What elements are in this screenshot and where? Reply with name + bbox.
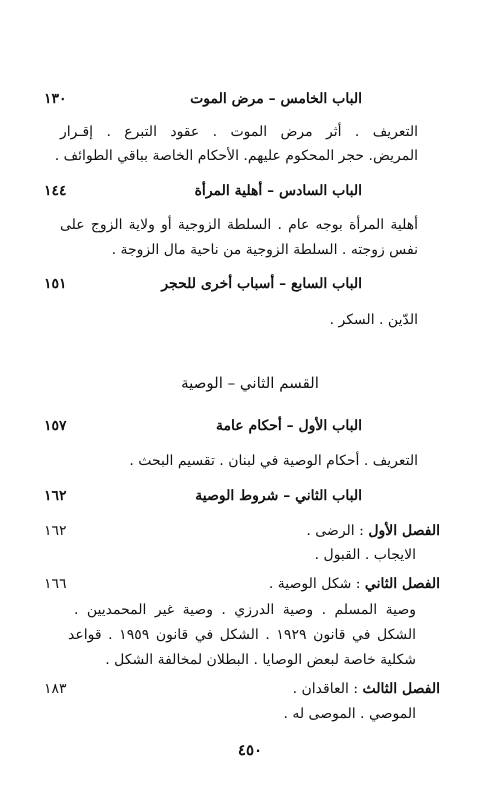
chapter-summary-line: التعريف . أثر مرض الموت . عقود التبرع . إقـرار xyxy=(60,124,418,140)
chapter-page-number: ١٦٢ xyxy=(44,488,67,504)
chapter-title: الباب السادس – أهلية المرأة xyxy=(194,183,362,199)
section-page-number: ١٨٣ xyxy=(44,681,67,697)
section-summary-line: الشكل في قانون ١٩٢٩ . الشكل في قانون ١٩٥٩ . قواعد xyxy=(68,627,416,643)
chapter-summary-line: أهلية المرأة بوجه عام . السلطة الزوجية أو ولاية الزوج على xyxy=(60,217,418,233)
section-text: : شكل الوصية . xyxy=(268,576,365,592)
section-label: الفصل الثالث xyxy=(362,681,440,697)
section-summary-line: الموصي . الموصى له . xyxy=(283,706,416,722)
section-entry xyxy=(269,573,440,595)
section-summary-line: الايجاب . القبول . xyxy=(314,547,416,563)
section-page-number: ١٦٢ xyxy=(44,523,67,539)
chapter-title: الباب الثاني – شروط الوصية xyxy=(195,488,362,504)
chapter-title: الباب الأول – أحكام عامة xyxy=(216,418,362,434)
section-page-number: ١٦٦ xyxy=(44,576,67,592)
section-text: : العاقدان . xyxy=(292,681,363,697)
section-label: الفصل الأول xyxy=(368,523,440,539)
chapter-page-number: ١٥٧ xyxy=(44,418,67,434)
section-label: الفصل الثاني xyxy=(364,576,440,592)
chapter-summary-line: نفس زوجته . السلطة الزوجية من ناحية مال الزوجة . xyxy=(111,242,418,258)
section-text: : الرضى . xyxy=(306,523,369,539)
chapter-summary-line: الدّين . السكر . xyxy=(329,312,418,328)
chapter-title: الباب السابع – أسباب أخرى للحجر xyxy=(161,276,362,292)
chapter-page-number: ١٥١ xyxy=(44,276,67,292)
section-title: القسم الثاني – الوصية xyxy=(181,374,319,392)
chapter-summary-line: التعريف . أحكام الوصية في لبنان . تقسيم البحث . xyxy=(129,453,418,469)
section-entry xyxy=(306,520,440,542)
page-number: ٤٥٠ xyxy=(237,741,263,759)
chapter-summary-line: المريض. حجر المحكوم عليهم. الأحكام الخاصة بباقي الطوائف . xyxy=(54,148,418,164)
section-summary-line: وصية المسلم . وصية الدرزي . وصية غير المحمديين . xyxy=(74,602,416,618)
section-summary-line: شكلية خاصة لبعض الوصايا . البطلان لمخالفة الشكل . xyxy=(105,652,416,668)
section-entry xyxy=(293,678,440,700)
chapter-title: الباب الخامس – مرض الموت xyxy=(190,91,362,107)
chapter-page-number: ١٤٤ xyxy=(44,183,67,199)
chapter-page-number: ١٣٠ xyxy=(44,91,67,107)
